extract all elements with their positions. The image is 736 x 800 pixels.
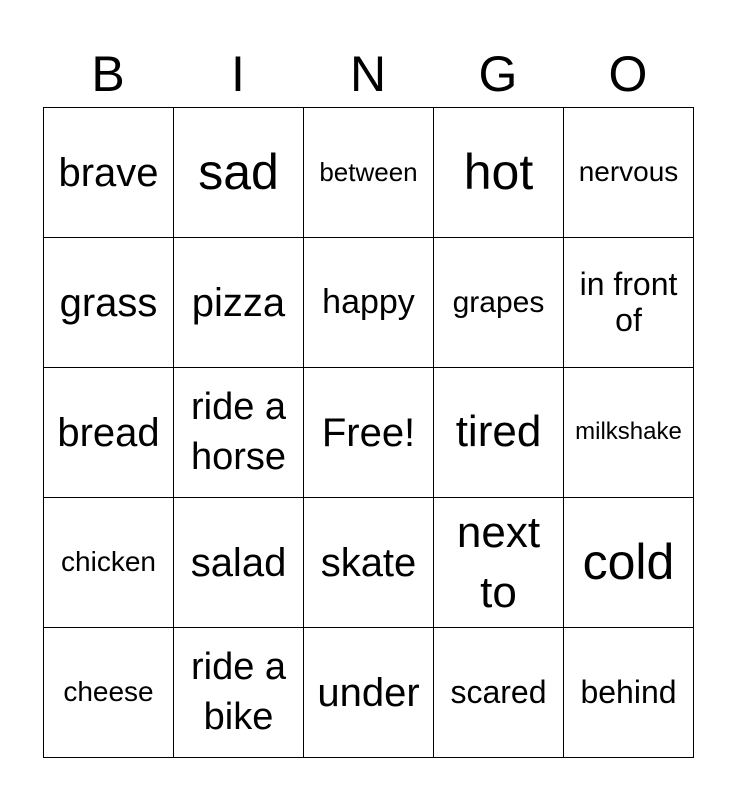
cell-text: salad	[190, 540, 287, 585]
bingo-cell[interactable]	[434, 108, 564, 238]
bingo-cell[interactable]	[434, 498, 564, 628]
cell-text: next to	[456, 508, 541, 617]
cell-text: pizza	[191, 280, 286, 325]
bingo-cell[interactable]	[564, 498, 694, 628]
cell-text: cold	[582, 534, 675, 590]
cell-text: happy	[322, 283, 415, 322]
bingo-cell[interactable]	[44, 238, 174, 368]
header-letter-g: G	[478, 46, 518, 102]
bingo-cell[interactable]	[434, 628, 564, 758]
cell-text: skate	[320, 540, 417, 585]
cell-text: grapes	[452, 286, 545, 319]
bingo-cell[interactable]	[174, 238, 304, 368]
bingo-header	[43, 40, 693, 108]
bingo-cell[interactable]	[434, 368, 564, 498]
bingo-cell[interactable]	[44, 108, 174, 238]
bingo-cell[interactable]	[304, 238, 434, 368]
cell-text: sad	[198, 144, 279, 200]
bingo-cell[interactable]	[174, 628, 304, 758]
cell-text: nervous	[578, 156, 679, 188]
cell-text: hot	[463, 144, 534, 200]
bingo-cell[interactable]	[564, 628, 694, 758]
cell-text: milkshake	[575, 418, 682, 446]
bingo-cell[interactable]	[304, 628, 434, 758]
bingo-cell[interactable]	[174, 108, 304, 238]
bingo-cell[interactable]	[44, 498, 174, 628]
cell-text: brave	[58, 150, 159, 195]
header-letter-o: O	[608, 46, 648, 102]
bingo-cell[interactable]	[434, 238, 564, 368]
cell-text: bread	[57, 410, 160, 455]
bingo-cell[interactable]	[564, 238, 694, 368]
bingo-cell[interactable]	[44, 368, 174, 498]
bingo-cell[interactable]	[304, 108, 434, 238]
bingo-grid	[43, 107, 694, 758]
free-space[interactable]	[304, 368, 434, 498]
bingo-cell[interactable]	[564, 368, 694, 498]
cell-text: under	[317, 670, 420, 715]
cell-text: grass	[59, 280, 158, 325]
cell-text: in front of	[579, 266, 678, 338]
cell-text: ride a horse	[190, 386, 287, 478]
cell-text: tired	[455, 407, 542, 457]
header-letter-b: B	[91, 46, 125, 102]
cell-text: Free!	[321, 410, 416, 455]
cell-text: between	[319, 157, 418, 188]
bingo-cell[interactable]	[304, 498, 434, 628]
bingo-cell[interactable]	[174, 368, 304, 498]
bingo-cell[interactable]	[44, 628, 174, 758]
cell-text: behind	[580, 673, 677, 710]
header-letter-n: N	[349, 46, 387, 102]
cell-text: cheese	[63, 676, 154, 708]
bingo-cell[interactable]	[564, 108, 694, 238]
header-letter-i: I	[231, 46, 245, 102]
bingo-cell[interactable]	[174, 498, 304, 628]
cell-text: chicken	[61, 546, 156, 578]
cell-text: ride a bike	[190, 646, 287, 738]
cell-text: scared	[450, 673, 547, 710]
